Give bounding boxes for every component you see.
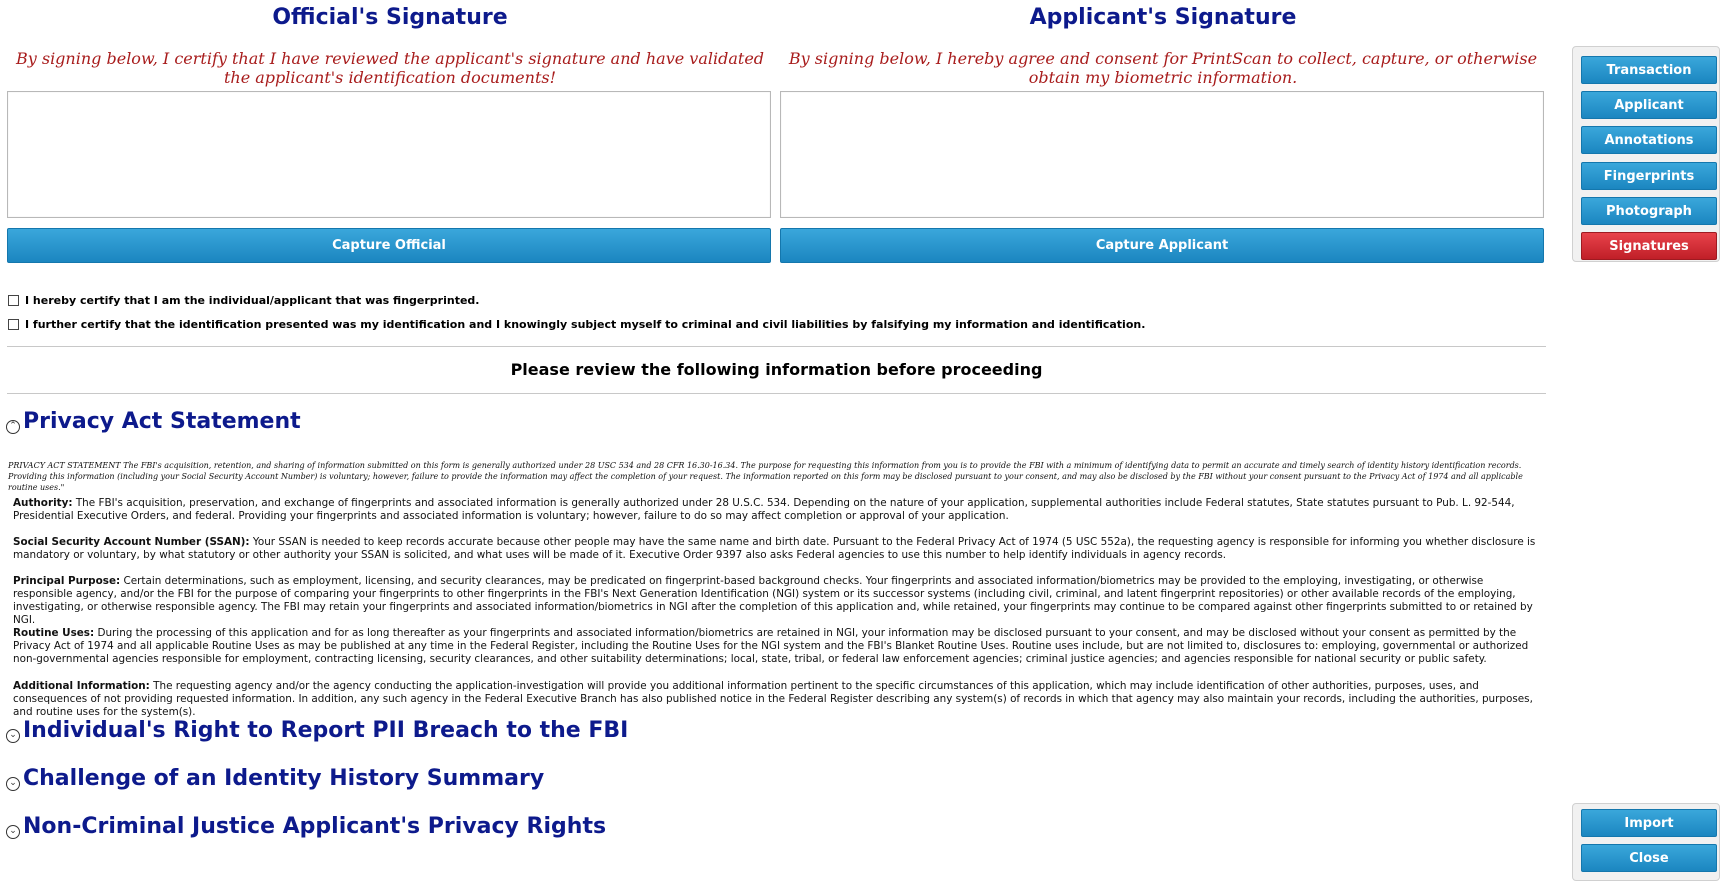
side-navigation: [1572, 46, 1720, 262]
section-privacy-rights-toggle[interactable]: [6, 814, 606, 839]
privacy-act-header-text: PRIVACY ACT STATEMENT The FBI's acquisition, retention, and sharing of information submitted on this form is generally authorized under 28 USC 534 and 28 CFR 16.30-16.34. The purpose for requesting this information from you is to provide the FBI with a minimum of identifying data to permit an accurate and timely search of identity history identification records. Providing this information (including your Social Security Account Number) is voluntary; however, failure to provide the information may affect the completion of your request. The information reported on this form may be disclosed pursuant to your consent, and may also be disclosed by the FBI without your consent pursuant to the Privacy Act of 1974 and all applicable routine uses.": [8, 461, 1523, 492]
chevron-up-icon[interactable]: ⌃: [6, 420, 20, 434]
divider: [7, 346, 1546, 347]
paragraph-label: Principal Purpose:: [13, 575, 121, 587]
paragraph-text: The requesting agency and/or the agency conducting the application-investigation will provide you additional information pertinent to the specific circumstances of this application, which may include identification of other authorities, purposes, uses, and consequences of not providing requested information. In addition, any such agency in the Federal Executive Branch has also published notice in the Federal Register describing any system(s) of records in which that agency may also maintain your records, including the authorities, purposes, and routine uses for the system(s).: [13, 680, 1533, 718]
privacy-act-paragraph: [13, 575, 1538, 627]
chevron-down-icon[interactable]: ⌄: [6, 777, 20, 791]
section-identity-history-title: Challenge of an Identity History Summary: [23, 766, 545, 791]
paragraph-label: Routine Uses:: [13, 627, 95, 639]
nav-annotations-button[interactable]: Annotations: [1581, 126, 1717, 154]
applicant-signature-section: [780, 0, 1546, 253]
chevron-down-icon[interactable]: ⌄: [6, 825, 20, 839]
applicant-signature-pad[interactable]: [780, 91, 1544, 218]
certify-identification-label: I further certify that the identification presented was my identification and I knowingly subject myself to criminal and civil liabilities by falsifying my information and identification.: [25, 318, 1146, 331]
applicant-signature-notice: By signing below, I hereby agree and consent for PrintScan to collect, capture, or otherwise obtain my biometric information.: [788, 49, 1538, 87]
privacy-act-paragraph: [13, 680, 1538, 719]
section-identity-history-toggle[interactable]: [6, 766, 544, 791]
nav-transaction-button[interactable]: Transaction: [1581, 56, 1717, 84]
paragraph-text: During the processing of this application and for as long thereafter as your fingerprints and associated information/biometrics are retained in NGI, your information may be disclosed pursuant to your consent, and may be disclosed without your consent as permitted by the Privacy Act of 1974 and all applicable Routine Uses as may be published at any time in the Federal Register, including the Routine Uses for the NGI system and the FBI's Blanket Routine Uses. Routine uses include, but are not limited to, disclosures to: employing, governmental or authorized non-governmental agencies responsible for employment, contracting licensing, security clearances, and other suitability determinations; local, state, tribal, or federal law enforcement agencies; criminal justice agencies; and agencies responsible for national security or public safety.: [13, 627, 1529, 665]
close-button[interactable]: Close: [1581, 844, 1717, 872]
capture-applicant-button[interactable]: Capture Applicant: [780, 228, 1544, 263]
section-privacy-act-title: Privacy Act Statement: [23, 409, 301, 434]
divider: [7, 393, 1546, 394]
nav-photograph-button[interactable]: Photograph: [1581, 197, 1717, 225]
privacy-act-paragraph: [13, 536, 1538, 562]
certify-fingerprinted-label: I hereby certify that I am the individual/applicant that was fingerprinted.: [25, 294, 480, 307]
certify-fingerprinted-checkbox[interactable]: [8, 295, 19, 306]
chevron-down-icon[interactable]: ⌄: [6, 729, 20, 743]
section-privacy-rights-title: Non-Criminal Justice Applicant's Privacy Rights: [23, 814, 607, 839]
official-signature-title: Official's Signature: [272, 5, 508, 30]
paragraph-label: Additional Information:: [13, 680, 150, 692]
official-signature-pad[interactable]: [7, 91, 771, 218]
nav-signatures-button[interactable]: Signatures: [1581, 232, 1717, 260]
paragraph-text: Your SSAN is needed to keep records accurate because other people may have the same name and birth date. Pursuant to the Federal Privacy Act of 1974 (5 USC 552a), the requesting agency is responsible for informing you whether disclosure is mandatory or voluntary, by what statutory or other authority your SSAN is solicited, and what uses will be made of it. Executive Order 9397 also asks Federal agencies to use this number to help identify individuals in agency records.: [13, 536, 1536, 561]
bottom-actions: [1572, 803, 1720, 881]
certify-identification-checkbox[interactable]: [8, 319, 19, 330]
capture-official-button[interactable]: Capture Official: [7, 228, 771, 263]
certify-fingerprinted-checkbox-row[interactable]: [8, 294, 479, 307]
review-heading: Please review the following information before proceeding: [510, 360, 1043, 379]
certify-identification-checkbox-row[interactable]: [8, 318, 1145, 331]
privacy-act-paragraph: [13, 627, 1538, 666]
section-pii-breach-toggle[interactable]: [6, 718, 628, 743]
section-pii-breach-title: Individual's Right to Report PII Breach to the FBI: [23, 718, 629, 743]
section-privacy-act-toggle[interactable]: [6, 409, 301, 434]
import-button[interactable]: Import: [1581, 809, 1717, 837]
applicant-signature-title: Applicant's Signature: [1029, 5, 1297, 30]
official-signature-notice: By signing below, I certify that I have reviewed the applicant's signature and have validated the applicant's identification documents!: [15, 49, 765, 87]
paragraph-label: Authority:: [13, 497, 73, 509]
paragraph-text: Certain determinations, such as employment, licensing, and security clearances, may be predicated on fingerprint-based background checks. Your fingerprints and associated information/biometrics may be provided to the employing, investigating, or otherwise responsible agency, and/or the FBI for the purpose of comparing your fingerprints to other fingerprints in the FBI's Next Generation Identification (NGI) system or its successor systems (including civil, criminal, and latent fingerprint repositories) or other available records of the employing, investigating, or otherwise responsible agency. The FBI may retain your fingerprints and associated information/biometrics in NGI after the completion of this application and, while retained, your fingerprints may continue to be compared against other fingerprints submitted to or retained by NGI.: [13, 575, 1533, 626]
privacy-act-paragraph: [13, 497, 1538, 523]
official-signature-section: [7, 0, 773, 253]
nav-applicant-button[interactable]: Applicant: [1581, 91, 1717, 119]
paragraph-label: Social Security Account Number (SSAN):: [13, 536, 250, 548]
paragraph-text: The FBI's acquisition, preservation, and exchange of fingerprints and associated information is generally authorized under 28 U.S.C. 534. Depending on the nature of your application, supplemental authorities include Federal statutes, State statutes pursuant to Pub. L. 92-544, Presidential Executive Orders, and federal. Providing your fingerprints and associated information is voluntary; however, failure to do so may affect completion or approval of your application.: [13, 497, 1515, 522]
nav-fingerprints-button[interactable]: Fingerprints: [1581, 162, 1717, 190]
